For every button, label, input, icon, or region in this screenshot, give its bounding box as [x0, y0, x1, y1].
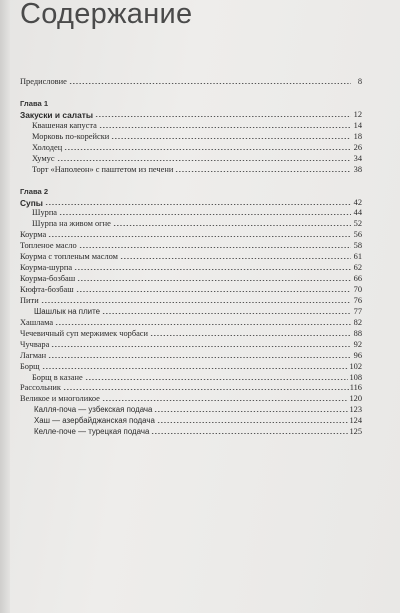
toc-entry-page: 61: [353, 252, 362, 262]
toc-entry[interactable]: [20, 426, 362, 437]
toc-entry[interactable]: [20, 317, 362, 328]
toc-entry[interactable]: [20, 208, 362, 219]
toc-entry-label: Шурпа: [32, 208, 58, 218]
dot-leader: [111, 133, 351, 140]
chapter-heading: Глава 2: [20, 186, 49, 196]
dot-leader: [64, 144, 351, 151]
toc-entry-label: Коурма: [20, 230, 47, 240]
toc-entry-label: Морковь по-корейски: [32, 131, 110, 141]
toc-entry-page: 62: [353, 263, 362, 273]
toc-entry-page: 120: [349, 394, 362, 404]
toc-entry-page: 66: [353, 274, 362, 284]
toc-entry[interactable]: [20, 339, 362, 350]
dot-leader: [77, 275, 351, 282]
toc-entry-page: 56: [353, 230, 362, 240]
dot-leader: [59, 209, 351, 216]
toc-entry-page: 18: [353, 131, 362, 141]
toc-entry[interactable]: [20, 273, 362, 284]
toc-entry-page: 124: [349, 416, 362, 426]
dot-leader: [55, 319, 351, 326]
toc-entry-label: Холодец: [32, 142, 63, 152]
toc-entry-preface[interactable]: [20, 76, 362, 87]
toc-entry-page: 88: [353, 328, 362, 338]
toc-entry-page: 92: [353, 339, 362, 349]
dot-leader: [102, 395, 349, 402]
toc-entry[interactable]: [20, 262, 362, 273]
toc-entry[interactable]: [20, 361, 362, 372]
toc-section-soups[interactable]: [20, 197, 362, 208]
toc-entry-label: Закуски и салаты: [20, 109, 93, 120]
toc-entry-page: 76: [353, 295, 362, 305]
toc-entry[interactable]: [20, 240, 362, 251]
toc-entry-label: Хашлама: [20, 317, 54, 327]
toc-entry[interactable]: [20, 218, 362, 229]
toc-entry[interactable]: [20, 404, 362, 415]
toc-entry[interactable]: [20, 164, 362, 175]
dot-leader: [85, 374, 349, 381]
dot-leader: [102, 308, 351, 315]
toc-entry-label: Великое и многоликое: [20, 394, 100, 404]
chapter2-entries: [20, 208, 362, 438]
dot-leader: [57, 155, 351, 162]
page-spine-shadow: [0, 0, 10, 613]
toc-entry-page: 52: [353, 219, 362, 229]
toc-entry-page: 26: [353, 142, 362, 152]
toc-entry-label: Хумус: [32, 153, 55, 163]
toc-entry[interactable]: [20, 372, 362, 383]
toc-entry[interactable]: [20, 306, 362, 317]
toc-entry[interactable]: [20, 229, 362, 240]
toc-entry[interactable]: [20, 153, 362, 164]
toc-entry-label: Хаш — азербайджанская подача: [34, 416, 155, 426]
dot-leader: [48, 231, 351, 238]
dot-leader: [154, 406, 348, 413]
toc-entry-page: 96: [353, 350, 362, 360]
toc-entry-label: Топленое масло: [20, 241, 77, 251]
toc-entry[interactable]: [20, 120, 362, 131]
toc-entry-label: Келле-поче — турецкая подача: [34, 427, 150, 437]
toc-entry-page: 14: [353, 120, 362, 130]
dot-leader: [45, 199, 351, 206]
dot-leader: [99, 122, 351, 129]
toc-entry-label: Лагман: [20, 350, 47, 360]
toc-entry-page: 42: [353, 197, 362, 207]
dot-leader: [41, 297, 351, 304]
toc-entry-label: Супы: [20, 197, 43, 208]
toc-entry[interactable]: [20, 328, 362, 339]
toc-entry[interactable]: [20, 383, 362, 394]
dot-leader: [120, 253, 351, 260]
page-title: Содержание: [20, 0, 193, 30]
toc-entry-page: 12: [353, 109, 362, 119]
toc-entry-page: 8: [357, 76, 362, 86]
toc-entry-label: Калля-поча — узбекская подача: [34, 405, 153, 415]
dot-leader: [51, 341, 351, 348]
toc-entry-label: Рассольник: [20, 383, 61, 393]
dot-leader: [150, 330, 351, 337]
toc-entry-label: Коурма с топленым маслом: [20, 252, 118, 262]
toc-entry[interactable]: [20, 284, 362, 295]
dot-leader: [79, 242, 351, 249]
dot-leader: [175, 166, 351, 173]
toc-entry-page: 102: [349, 361, 362, 371]
dot-leader: [157, 417, 349, 424]
spacer: [20, 87, 362, 98]
toc-entry-page: 44: [353, 208, 362, 218]
dot-leader: [74, 264, 351, 271]
toc-entry-label: Чучвара: [20, 339, 50, 349]
toc-entry-page: 70: [353, 285, 362, 294]
table-of-contents: [20, 76, 362, 437]
dot-leader: [48, 352, 351, 359]
dot-leader: [63, 384, 349, 391]
toc-entry[interactable]: [20, 142, 362, 153]
toc-entry-label: Шурпа на живом огне: [32, 219, 111, 229]
chapter1-entries: [20, 120, 362, 175]
chapter-heading: Глава 1: [20, 98, 49, 108]
toc-entry[interactable]: [20, 295, 362, 306]
toc-entry-page: 123: [349, 405, 362, 415]
toc-section-snacks[interactable]: [20, 109, 362, 120]
toc-entry-page: 38: [353, 164, 362, 174]
dot-leader: [113, 220, 351, 227]
toc-entry[interactable]: [20, 251, 362, 262]
toc-entry-page: 108: [349, 372, 362, 382]
dot-leader: [95, 111, 351, 118]
toc-entry-label: Пити: [20, 295, 39, 305]
toc-entry-label: Коурма-шурпа: [20, 263, 73, 273]
toc-entry-page: 125: [349, 427, 362, 437]
toc-entry-label: Коурма-бозбаш: [20, 274, 76, 284]
toc-entry-page: 58: [353, 241, 362, 251]
dot-leader: [151, 428, 348, 435]
toc-entry-page: 82: [353, 317, 362, 327]
toc-entry[interactable]: [20, 131, 362, 142]
toc-entry-page: 77: [353, 306, 362, 316]
toc-entry[interactable]: [20, 350, 362, 361]
dot-leader: [69, 78, 351, 85]
toc-entry-label: Чечевичный суп мержимек чорбаси: [20, 328, 149, 338]
toc-entry-label: Предисловие: [20, 76, 67, 86]
spacer: [20, 175, 362, 186]
toc-entry-label: Шашлык на плите: [34, 306, 101, 316]
dot-leader: [42, 363, 349, 370]
toc-entry[interactable]: [20, 393, 362, 404]
toc-entry-label: Квашеная капуста: [32, 120, 97, 130]
dot-leader: [76, 286, 351, 293]
toc-entry-label: Торт «Наполеон» с паштетом из печени: [32, 164, 174, 174]
toc-entry-page: 34: [353, 153, 362, 163]
toc-entry-label: Кюфта-бозбаш: [20, 285, 74, 294]
toc-entry-label: Борщ: [20, 361, 40, 371]
toc-entry-page: 116: [349, 383, 362, 393]
toc-entry[interactable]: [20, 415, 362, 426]
toc-entry-label: Борщ в казане: [32, 372, 83, 382]
